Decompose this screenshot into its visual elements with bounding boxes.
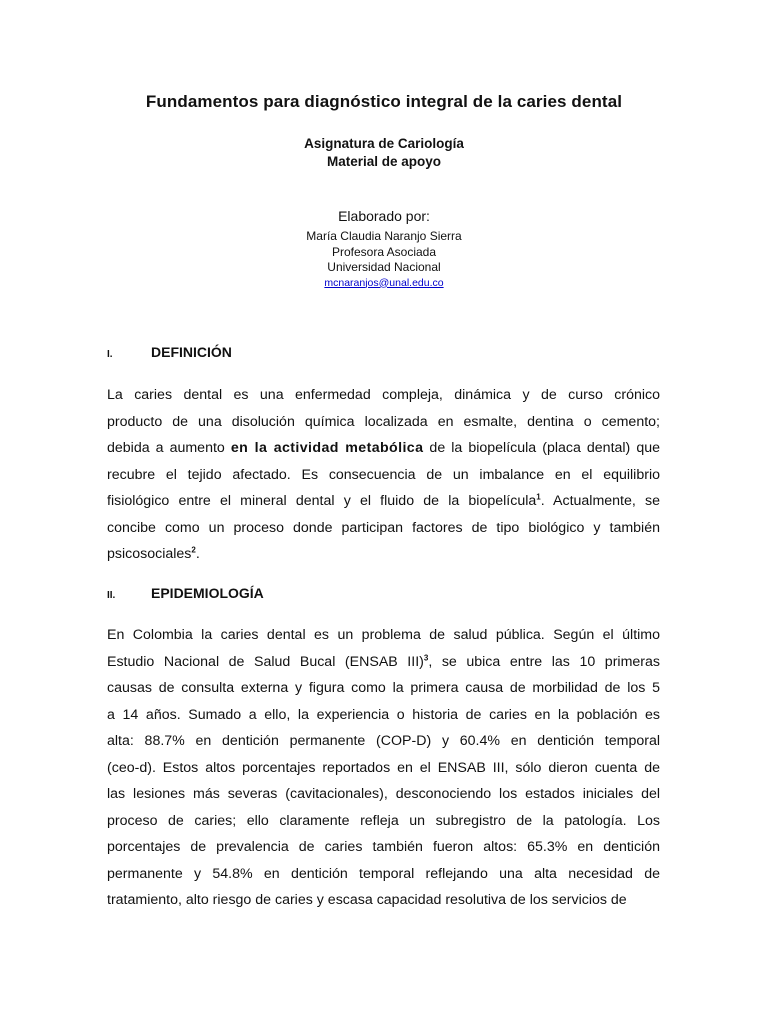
section-heading-definicion (107, 344, 232, 360)
paragraph-line: porcentajes de prevalencia de caries también fueron altos: 65.3% en dentición (107, 839, 660, 855)
section-title: EPIDEMIOLOGÍA (151, 585, 264, 601)
line-text: Estudio Nacional de Salud Bucal (ENSAB III) (107, 653, 424, 670)
section-number: II. (107, 590, 116, 601)
course-name: Asignatura de Cariología (304, 136, 464, 151)
line-text: fisiológico entre el mineral dental y el fluido de la biopelícula (107, 493, 537, 509)
section-title: DEFINICIÓN (151, 344, 232, 360)
material-type: Material de apoyo (326, 154, 442, 169)
elaborado-label: Elaborado por: (338, 208, 430, 224)
paragraph-line: recubre el tejido afectado. Es consecuencia de un imbalance en el equilibrio (107, 466, 660, 483)
author-role: Profesora Asociada (331, 244, 437, 259)
line-text: , se ubica entre las 10 primeras (428, 653, 660, 670)
subtitle-block (0, 135, 768, 171)
section-heading-epidemiologia (107, 585, 264, 601)
paragraph-line: alta: 88.7% en dentición permanente (COP-D) y 60.4% en dentición temporal (107, 733, 660, 749)
paragraph-definicion (107, 382, 660, 568)
paragraph-line: permanente y 54.8% en dentición temporal reflejando una alta necesidad de (107, 865, 660, 882)
footnote-reference: 1 (536, 492, 541, 502)
document-title: Fundamentos para diagnóstico integral de la caries dental (145, 92, 623, 111)
line-text: debida a aumento (107, 440, 231, 456)
footnote-reference: 2 (191, 545, 196, 555)
paragraph-line: causas de consulta externa y figura como la primera causa de morbilidad de los 5 (107, 680, 660, 696)
paragraph-line: En Colombia la caries dental es un problema de salud pública. Según el último (107, 627, 660, 643)
paragraph-line: (ceo-d). Estos altos porcentajes reportados en el ENSAB III, sólo dieron cuenta de (107, 759, 660, 776)
paragraph-line: producto de una disolución química localizada en esmalte, dentina o cemento; (107, 413, 660, 430)
paragraph-line: las lesiones más severas (cavitacionales), desconociendo los estados iniciales del (107, 786, 660, 802)
paragraph-line (107, 488, 660, 515)
author-institution: Universidad Nacional (327, 260, 441, 274)
section-number: I. (107, 349, 113, 360)
author-name: María Claudia Naranjo Sierra (306, 229, 462, 243)
line-text: psicosociales (107, 546, 192, 562)
paragraph-line: a 14 años. Sumado a ello, la experiencia o historia de caries en la población es (107, 706, 660, 723)
author-block (0, 207, 768, 290)
paragraph-line (107, 541, 660, 568)
author-email-link[interactable]: mcnaranjos@unal.edu.co (324, 276, 444, 289)
paragraph-line (107, 649, 660, 676)
footnote-reference: 3 (423, 652, 429, 662)
paragraph-line: proceso de caries; ello claramente refleja un subregistro de la patología. Los (107, 812, 660, 829)
line-text: . Actualmente, se (540, 493, 660, 509)
paragraph-line (107, 435, 660, 462)
emphasized-text: en la actividad metabólica (230, 440, 424, 456)
paragraph-epidemiologia (107, 622, 660, 914)
line-text: . (195, 546, 200, 562)
paragraph-line: concibe como un proceso donde participan factores de tipo biológico y también (107, 519, 660, 536)
paragraph-line: tratamiento, alto riesgo de caries y escasa capacidad resolutiva de los servicios de (107, 892, 627, 908)
line-text: de la biopelícula (placa dental) que (423, 440, 660, 456)
paragraph-line: La caries dental es una enfermedad compleja, dinámica y de curso crónico (107, 387, 660, 403)
